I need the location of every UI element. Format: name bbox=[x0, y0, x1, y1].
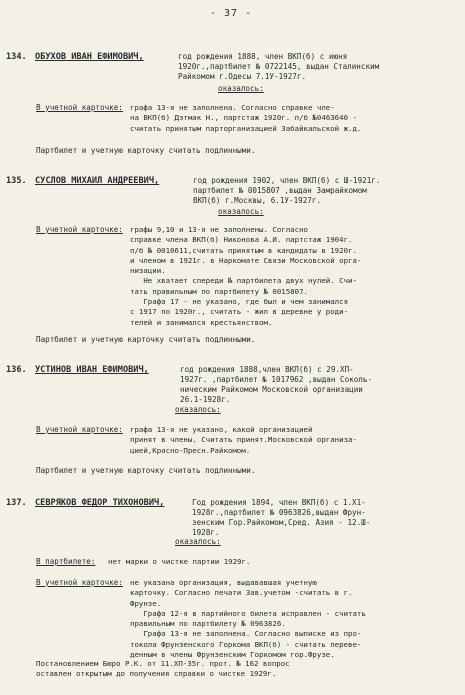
card-label: В учетной карточке: bbox=[36, 578, 123, 587]
card-label: В учетной карточке: bbox=[36, 103, 123, 112]
conclusion-note: Партбилет и учетную карточку считать подлинными. bbox=[36, 146, 256, 155]
entry-number: 134. bbox=[6, 52, 27, 62]
footer-resolution: Постановлением Бюро Р.К. от 11.ХП-35г. прот. № 162 вопрос оставлен открытым до получения справки о чистке 1929г. bbox=[36, 659, 290, 679]
found-heading: оказалось: bbox=[218, 207, 264, 216]
entry-number: 136. bbox=[6, 365, 27, 375]
person-name: УСТИНОВ ИВАН ЕФИМОВИЧ, bbox=[35, 365, 149, 375]
person-details: год рождения 1902, член ВКП(б) с Ш-1921г. партбилет № 0015807 ,выдан Замрайкомом ВКП(б) г.Москвы, 6.1У-1927г. bbox=[193, 176, 381, 205]
person-details: год рождения 1888,член ВКП(б) с 29.ХП- 1927г. ,партбилет № 1017962 ,выдан Соколь- ническим Райкомом Московской организации 26.1-1928г. bbox=[180, 365, 373, 404]
person-name: ОБУХОВ ИВАН ЕФИМОВИЧ, bbox=[35, 52, 144, 62]
found-heading: оказалось: bbox=[218, 84, 264, 93]
entry-number: 137. bbox=[6, 498, 27, 508]
person-details: год рождения 1888, член ВКП(б) с июня 1920г.,партбилет № 0722145, выдан Сталинским Райкомом г.Одесы 7.1У-1927г. bbox=[178, 52, 380, 81]
person-name: СЕВРЯКОВ ФЕДОР ТИХОНОВИЧ, bbox=[35, 498, 165, 508]
partbilet-label: В партбилете: bbox=[36, 557, 96, 566]
card-text: не указана организация, выдававшая учетную карточку. Согласно печати Зав.учетом -считать в г. Фрунзе. Графа 12-я в партийного билета исправлен - считать правильным по партбилету № 0963826. Графа 13-я не заполнена. Согласно выписке из про- токола Фрунзенского Горкома ВКП(б) - считать переве- денным в члены Фрунзенским Горкомом гор.Фрузе. bbox=[130, 578, 366, 660]
page-number: - 37 - bbox=[210, 8, 253, 19]
person-name: СУСЛОВ МИХАИЛ АНДРЕЕВИЧ, bbox=[35, 176, 160, 186]
conclusion-note: Партбилет и учетную карточку считать подлинными. bbox=[36, 466, 256, 475]
entry-number: 135. bbox=[6, 176, 27, 186]
found-heading: оказалось: bbox=[175, 405, 221, 414]
card-text: графа 13-я не указано, какой организацией принят в члены. Считать принят.Московской организа- цией,Красно-Пресн.Райкомом. bbox=[130, 425, 357, 455]
card-text: графа 13-я не заполнена. Согласно справке чле- на ВКП(б) Дэтмак Н., партстаж 1920г. п/б №0463640 - считать принятым парторганизацией Забайкальской ж.д. bbox=[130, 103, 362, 133]
card-label: В учетной карточке: bbox=[36, 225, 123, 234]
card-text: графы 9,10 и 13-я не заполнены. Согласно справке члена ВКП(б) Никонова А.И. партстаж 1904г. п/б № 0010611,считать принятым в кандидаты в 1920г. и членом в 1921г. в Наркомате Связи Московской орга- низации. Не хватает спереди № партбилета двух нулей. Счи- тать правильным по партбилету № 0015807. Графа 17 - не указано, где был и чем занимался с 1917 по 1920г., считать - жил в деревне у роди- телей и занимался крестьянством. bbox=[130, 225, 362, 327]
found-heading: оказалось: bbox=[175, 537, 221, 546]
conclusion-note: Партбилет и учетную карточку считать подлинными. bbox=[36, 335, 256, 344]
card-label: В учетной карточке: bbox=[36, 425, 123, 434]
person-details: Год рождения 1894, член ВКП(б) с 1.Х1- 1928г.,партбилет № 0963826,выдан Фрун- зенским Гор.Райкомом,Сред. Азия - 12.Ш- 1928г. bbox=[192, 498, 371, 537]
partbilet-text: нет марки о чистке партии 1929г. bbox=[108, 557, 251, 566]
